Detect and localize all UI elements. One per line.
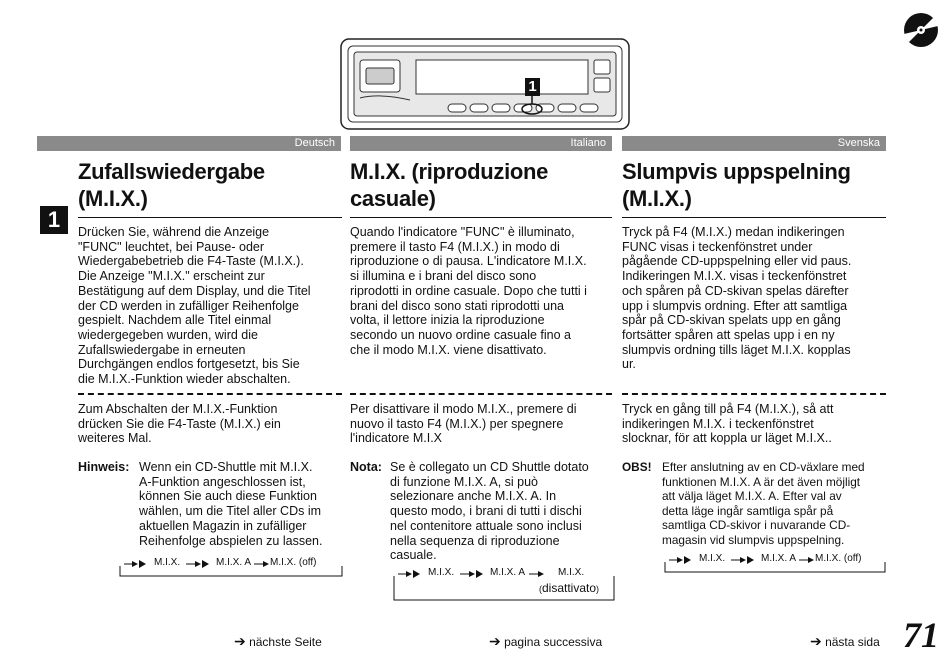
text-line: Per disattivare il modo M.I.X., premere di [350,402,577,416]
footer-label: nästa sida [825,635,880,649]
text-line: nuovo il tasto F4 (M.I.X.) per spegnere [350,416,564,431]
mix-mode-label: M.I.X. [154,557,181,568]
text-line: Tryck på F4 (M.I.X.) medan indikeringen [622,225,845,239]
footer-label: nächste Seite [249,635,322,649]
text-line: Wiedergabebetrieb die F4-Taste (M.I.X.). [78,254,304,269]
text-line: selezionare anche M.I.X. A. In [390,489,557,504]
text-line: weiteres Mal. [78,431,152,446]
text-line: Durchgängen endlos fortgesetzt, bis Sie [78,357,300,372]
footer-label: pagina successiva [504,635,603,649]
text-line: Tryck en gång till på F4 (M.I.X.), så att [622,402,834,416]
heading-deutsch [78,158,265,212]
off-instructions-deutsch [78,402,281,446]
text-line: slumpvis ordning tills läget M.I.X. kopplas [622,342,851,357]
heading-line: casuale) [350,186,436,211]
text-line: brani del disco sono stati riprodotti una [350,298,565,313]
text-line: slocknar, för att koppla ur läget M.I.X.. [622,431,832,446]
mix-mode-label: M.I.X. [699,553,726,564]
text-line: questo modo, i brani di tutti i dischi [390,504,582,519]
off-instructions-italiano [350,402,576,446]
text-line: wiedergegeben wurden, wird die [78,327,258,342]
dashed-divider [622,393,886,395]
mix-mode-label: M.I.X. A [216,557,252,568]
heading-rule [622,217,886,218]
text-line: gespielt. Nachdem alle Titel einmal [78,313,272,328]
heading-line: M.I.X. (riproduzione [350,159,549,184]
text-line: drücken Sie die F4-Taste (M.I.X.) ein [78,416,281,431]
heading-svenska [622,158,851,212]
arrow-right-icon: ➔ [810,633,822,649]
text-line: detta läge ingår samtliga spår på [662,503,834,518]
text-line: Efter anslutning av en CD-växlare med [662,460,865,474]
arrow-right-icon: ➔ [234,633,246,649]
text-line: spår på CD-skivan spelats upp en gång [622,313,841,328]
body-text-svenska [622,225,851,372]
arrow-right-icon: ➔ [489,633,501,649]
mix-mode-label: M.I.X. A [490,567,526,578]
note-svenska [622,460,888,550]
text-line: casuale. [390,548,437,563]
language-bar-deutsch: Deutsch [37,136,341,151]
text-line: Zufallswiedergabe in erneuten [78,342,246,357]
text-line: Bestätigung auf dem Display, und die Titel [78,283,311,298]
text-line: "FUNC" leuchtet, bei Pause- oder [78,239,265,254]
dashed-divider [350,393,612,395]
text-line: Se è collegato un CD Shuttle dotato [390,460,589,474]
text-line: Indikeringen M.I.X. visas i teckenfönstret [622,269,847,284]
text-line: att välja läget M.I.X. A. Efter val av [662,489,842,503]
text-line: nella sequenza di riproduzione [390,533,560,548]
text-line: fortsätter spåren att spelas upp i en ny [622,327,835,342]
text-line: Wenn ein CD-Shuttle mit M.I.X. [139,460,313,474]
heading-line: (M.I.X.) [78,186,148,211]
off-instructions-svenska [622,402,833,446]
text-line: si illumina e i brani del disco sono [350,269,537,284]
mix-mode-label: M.I.X. A [761,553,797,564]
text-line: FUNC visas i teckenfönstret under [622,239,813,254]
note-italiano [350,460,616,564]
heading-rule [78,217,342,218]
language-bar-italiano: Italiano [350,136,612,151]
text-line: secondo un nuovo ordine casuale fino a [350,327,571,342]
car-stereo-illustration [340,38,630,130]
paren: ( [539,584,542,594]
note-label: Hinweis: [78,460,130,474]
page-number: 71 [903,615,939,655]
text-line: können Sie auch diese Funktion [139,489,317,504]
text-line: Zum Abschalten der M.I.X.-Funktion [78,402,278,416]
text-line: indikeringen M.I.X. i teckenfönstret [622,416,814,431]
text-line: nel contenitore attuale sono inclusi [390,518,582,533]
text-line: och spåren på CD-skivan spelas därefter [622,283,849,298]
body-text-italiano [350,225,587,357]
note-deutsch [78,460,344,552]
mix-mode-label [539,581,599,595]
text-line: pågående CD-uppspelning eller vid paus. [622,254,852,269]
section-number: 1 [40,206,68,234]
paren: ) [596,584,600,594]
text-line: riprodotti in ordine casuale. Dopo che tutti i [350,283,587,298]
language-bar-svenska: Svenska [622,136,886,151]
next-page-link-svenska[interactable] [810,633,880,650]
text-line: der CD werden in zufälliger Reihenfolge [78,298,299,313]
text-line: samtliga CD-skivor i nuvarande CD- [662,518,851,532]
mix-mode-label: M.I.X. (off) [815,553,862,564]
text-line: aktuellen Magazin in zufälliger [139,518,307,533]
heading-italiano [350,158,548,212]
cd-icon [903,12,939,48]
heading-line: (M.I.X.) [622,186,692,211]
note-label: OBS! [622,460,652,474]
text-line: riproduzione o di pausa. L'indicatore M.I.X. [350,254,587,269]
next-page-link-italiano[interactable] [489,633,602,650]
heading-line: Zufallswiedergabe [78,159,265,184]
text-line: Die Anzeige "M.I.X." erscheint zur [78,269,265,284]
dashed-divider [78,393,342,395]
next-page-link-deutsch[interactable] [234,633,322,650]
device-callout-label: 1 [528,78,537,95]
text-line: di funzione M.I.X. A, si può [390,474,538,489]
text-line: A-Funktion angeschlossen ist, [139,474,306,489]
text-line: magasin vid slumpvis uppspelning. [662,532,845,547]
text-line: che il modo M.I.X. viene disattivato. [350,342,547,357]
text-line: premere il tasto F4 (M.I.X.) in modo di [350,239,560,254]
body-text-deutsch [78,225,311,387]
text-line: Drücken Sie, während die Anzeige [78,225,270,239]
mix-mode-label: M.I.X. (off) [270,557,317,568]
text-line: die M.I.X.-Funktion wieder abschalten. [78,372,291,387]
text-line: ur. [622,357,636,372]
text-line: Reihenfolge abspielen zu lassen. [139,533,323,548]
text-line: upp i slumpvis ordning. Efter att samtliga [622,298,848,313]
text-line: l'indicatore M.I.X [350,431,443,446]
text-line: funktionen M.I.X. A är det även möjligt [662,474,861,489]
text-line: wählen, um die Titel aller CDs im [139,504,322,519]
mix-mode-label: M.I.X. [558,567,585,578]
mix-off-label: disattivato [542,581,597,595]
note-label: Nota: [350,460,382,474]
text-line: Quando l'indicatore "FUNC" è illuminato, [350,225,575,239]
text-line: volta, il lettore inizia la riproduzione [350,313,545,328]
heading-rule [350,217,612,218]
mix-mode-label: M.I.X. [428,567,455,578]
heading-line: Slumpvis uppspelning [622,159,851,184]
